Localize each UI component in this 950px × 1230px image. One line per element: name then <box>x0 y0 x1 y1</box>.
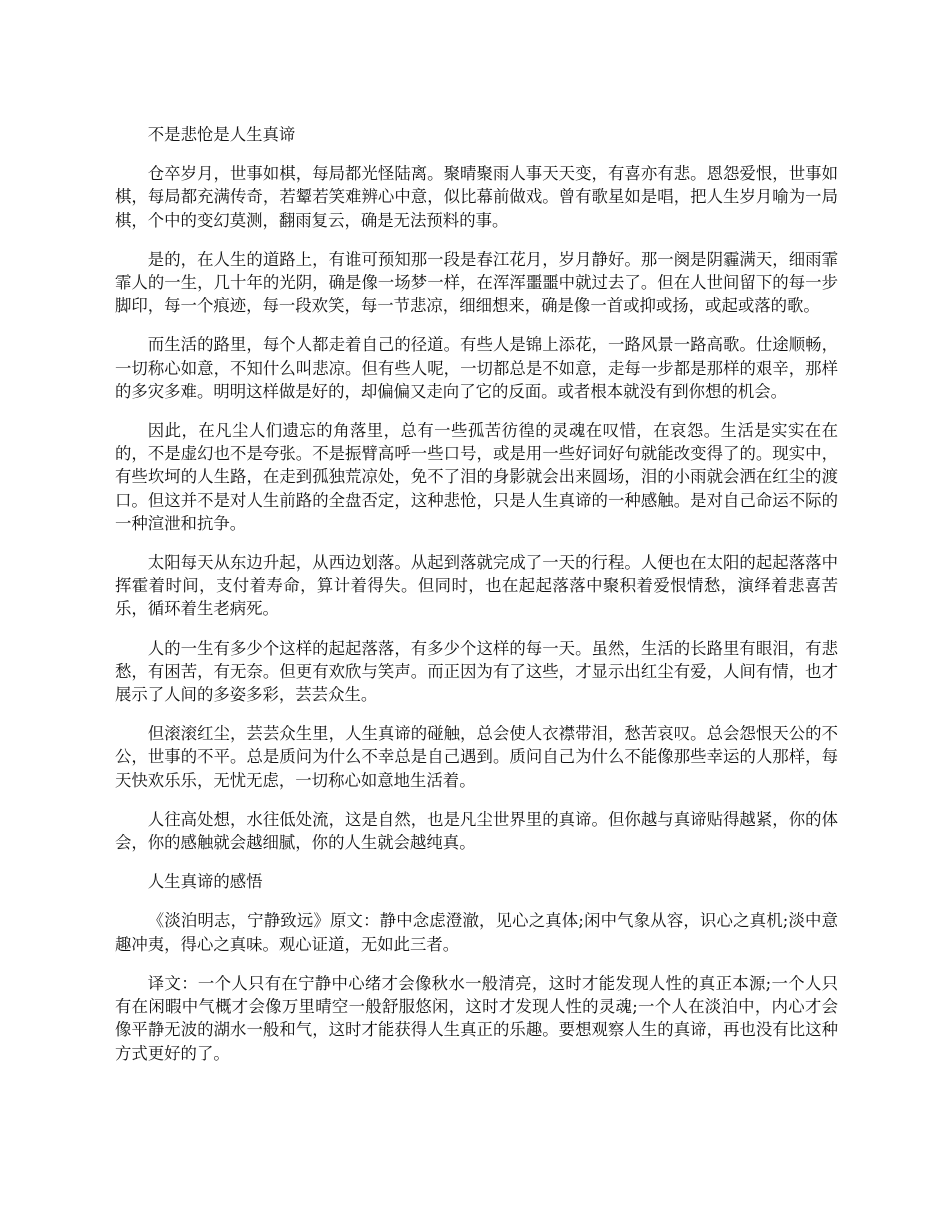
paragraph: 仓卒岁月，世事如棋，每局都光怪陆离。聚晴聚雨人事天天变，有喜亦有悲。恩怨爱恨，世事如棋，每局都充满传奇，若颦若笑难辨心中意，似比幕前做戏。曾有歌星如是唱，把人生岁月喻为一局棋，个中的变幻莫测，翻雨复云，确是无法预料的事。 <box>115 164 838 230</box>
paragraph: 人往高处想，水往低处流，这是自然，也是凡尘世界里的真谛。但你越与真谛贴得越紧，你的体会，你的感触就会越细腻，你的人生就会越纯真。 <box>115 809 838 853</box>
paragraph: 但滚滚红尘，芸芸众生里，人生真谛的碰触，总会使人衣襟带泪，愁苦哀叹。总会怨恨天公的不公，世事的不平。总是质问为什么不幸总是自己遇到。质问自己为什么不能像那些幸运的人那样，每天快欢乐乐，无忧无虑，一切称心如意地生活着。 <box>115 724 838 790</box>
section-heading: 人生真谛的感悟 <box>147 872 263 892</box>
paragraph: 是的，在人生的道路上，有谁可预知那一段是春江花月，岁月静好。那一阕是阴霾满天，细雨霏霏人的一生，几十年的光阴，确是像一场梦一样，在浑浑噩噩中就过去了。但在人世间留下的每一步脚印，每一个痕迹，每一段欢笑，每一节悲凉，细细想来，确是像一首或抑或扬，或起或落的歌。 <box>115 249 838 316</box>
paragraph: 译文：一个人只有在宁静中心绪才会像秋水一般清亮，这时才能发现人性的真正本源;一个人只有在闲暇中气概才会像万里晴空一般舒服悠闲，这时才发现人性的灵魂;一个人在淡泊中，内心才会像平静无波的湖水一般和气，这时才能获得人生真正的乐趣。要想观察人生的真谛，再也没有比这种方式更好的了。 <box>115 973 838 1063</box>
document-body <box>115 123 838 1081</box>
paragraph: 人的一生有多少个这样的起起落落，有多少个这样的每一天。虽然，生活的长路里有眼泪，有悲愁，有困苦，有无奈。但更有欢欣与笑声。而正因为有了这些，才显示出红尘有爱，人间有情，也才展示了人间的多姿多彩，芸芸众生。 <box>115 638 838 705</box>
essay-title: 不是悲怆是人生真谛 <box>147 125 296 144</box>
paragraph: 《淡泊明志，宁静致远》原文：静中念虑澄澈，见心之真体;闲中气象从容，识心之真机;淡中意趣冲夷，得心之真味。观心证道，无如此三者。 <box>115 911 838 954</box>
paragraph: 因此，在凡尘人们遗忘的角落里，总有一些孤苦彷徨的灵魂在叹惜，在哀怨。生活是实实在在的，不是虚幻也不是夸张。不是振臂高呼一些口号，或是用一些好词好句就能改变得了的。现实中，有些坎坷的人生路，在走到孤独荒凉处，免不了泪的身影就会出来圆场，泪的小雨就会洒在红尘的渡口。但这并不是对人生前路的全盘否定，这种悲怆，只是人生真谛的一种感触。是对自己命运不际的一种渲泄和抗争。 <box>115 421 838 533</box>
paragraph: 太阳每天从东边升起，从西边划落。从起到落就完成了一天的行程。人便也在太阳的起起落落中挥霍着时间，支付着寿命，算计着得失。但同时，也在起起落落中聚积着爱恨情愁，演绎着悲喜苦乐，循环着生老病死。 <box>115 553 838 619</box>
paragraph: 而生活的路里，每个人都走着自己的径道。有些人是锦上添花，一路风景一路高歌。仕途顺畅，一切称心如意，不知什么叫悲凉。但有些人呢，一切都总是不如意，走每一步都是那样的艰辛，那样的多灾多难。明明这样做是好的，却偏偏又走向了它的反面。或者根本就没有到你想的机会。 <box>115 335 838 401</box>
